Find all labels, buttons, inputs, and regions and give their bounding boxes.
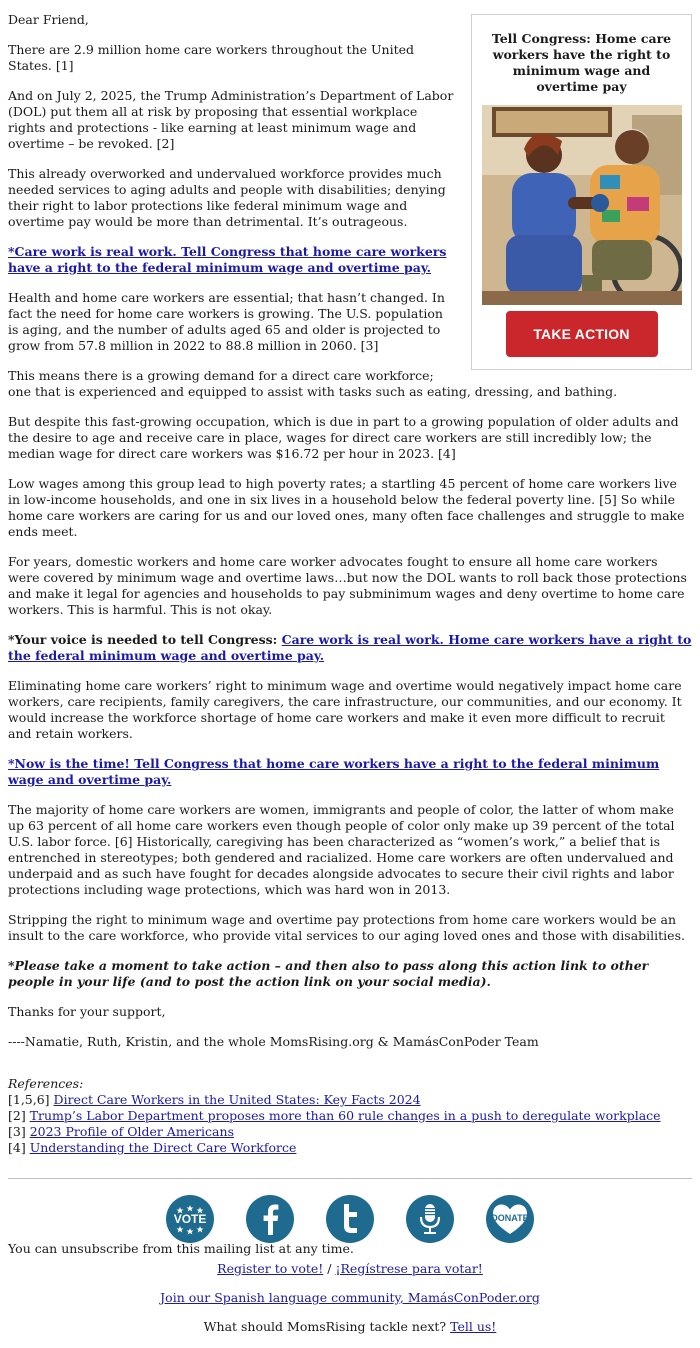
reference-item	[8, 1124, 692, 1140]
spanish-community-line	[8, 1290, 692, 1306]
email-body	[8, 12, 692, 1348]
tackle-line	[8, 1319, 692, 1335]
voice-needed-text: *Your voice is needed to tell Congress:	[8, 632, 282, 647]
donate-icon-label: DONATE	[491, 1213, 529, 1223]
references	[8, 1076, 692, 1156]
signature: ----Namatie, Ruth, Kristin, and the whole MomsRising.org & MamásConPoder Team	[8, 1034, 539, 1049]
register-line	[8, 1261, 692, 1277]
paragraph-advocates: For years, domestic workers and home care worker advocates fought to ensure all home care workers were covered by minimum wage and overtime laws…but now the DOL wants to roll back those protections and make it legal for agencies and households to pay subminimum wages and deny overtime to home care workers. This is harmful. This is not okay.	[8, 554, 687, 617]
cta-link-2[interactable]: Care work is real work. Home care workers have a right to the federal minimum wage and overtime pay.	[8, 632, 692, 663]
vote-icon[interactable]	[166, 1195, 214, 1243]
tell-us-link[interactable]: Tell us!	[450, 1319, 497, 1334]
twitter-icon[interactable]	[326, 1195, 374, 1243]
reference-number: [2]	[8, 1108, 30, 1123]
register-link-es[interactable]: ¡Regístrese para votar!	[335, 1261, 483, 1276]
paragraph-essential: Health and home care workers are essential; that hasn’t changed. In fact the need for home care workers is growing. The U.S. population is aging, and the number of adults aged 65 and older is projected to grow from 57.8 million in 2022 to 88.8 million in 2060. [3]	[8, 290, 445, 353]
reference-item	[8, 1108, 692, 1124]
paragraph-demand: This means there is a growing demand for a direct care workforce; one that is experienced and equipped to assist with tasks such as eating, dressing, and bathing.	[8, 368, 618, 399]
take-action-button[interactable]: TAKE ACTION	[506, 311, 658, 357]
cta-link-1[interactable]: *Care work is real work. Tell Congress that home care workers have a right to the federal minimum wage and overtime pay.	[8, 244, 447, 275]
podcast-microphone-icon[interactable]	[406, 1195, 454, 1243]
paragraph-insult: Stripping the right to minimum wage and overtime pay protections from home care workers would be an insult to the care workforce, who provide vital services to our aging loved ones and those with disabilities.	[8, 912, 685, 943]
reference-item	[8, 1140, 692, 1156]
reference-link[interactable]: Trump’s Labor Department proposes more than 60 rule changes in a push to deregulate workplace	[29, 1108, 661, 1123]
reference-link[interactable]: Direct Care Workers in the United States: Key Facts 2024	[53, 1092, 421, 1107]
facebook-icon[interactable]	[246, 1195, 294, 1243]
paragraph-workers-count: There are 2.9 million home care workers throughout the United States. [1]	[8, 42, 415, 73]
register-link-en[interactable]: Register to vote!	[217, 1261, 324, 1276]
caregiver-photo[interactable]	[482, 105, 682, 305]
paragraph-dol-proposal: And on July 2, 2025, the Trump Administration’s Department of Labor (DOL) put them all at risk by proposing that essential workplace rights and protections - like earning at least minimum wage and overtime – be revoked. [2]	[8, 88, 454, 151]
reference-item	[8, 1092, 692, 1108]
social-icons	[8, 1195, 692, 1245]
paragraph-workforce: This already overworked and undervalued workforce provides much needed services to aging adults and people with disabilities; denying their right to labor protections like federal minimum wage and overtime pay would be more than detrimental. It’s outrageous.	[8, 166, 446, 229]
cta-paragraph-3	[8, 756, 692, 788]
paragraph-poverty: Low wages among this group lead to high poverty rates; a startling 45 percent of home care workers live in low-income households, and one in six lives in a household below the federal poverty line. [5] So while home care workers are caring for us and our loved ones, many often face challenges and struggle to make ends meet.	[8, 476, 685, 539]
footer-divider	[8, 1178, 692, 1179]
paragraph-wages: But despite this fast-growing occupation, which is due in part to a growing population of older adults and the desire to age and receive care in place, wages for direct care workers are still incredibly low; the median wage for direct care workers was $16.72 per hour in 2023. [4]	[8, 414, 679, 461]
spanish-community-link[interactable]: Join our Spanish language community, MamásConPoder.org	[160, 1290, 540, 1305]
cta-paragraph-2	[8, 632, 692, 664]
reference-number: [4]	[8, 1140, 30, 1155]
reference-link[interactable]: Understanding the Direct Care Workforce	[29, 1140, 297, 1155]
greeting: Dear Friend,	[8, 12, 89, 27]
tackle-text: What should MomsRising tackle next?	[203, 1319, 451, 1334]
paragraph-thanks: Thanks for your support,	[8, 1004, 166, 1019]
vote-icon-label: VOTE	[173, 1212, 207, 1226]
reference-link[interactable]: 2023 Profile of Older Americans	[29, 1124, 234, 1139]
reference-number: [1,5,6]	[8, 1092, 54, 1107]
cta-link-3[interactable]: *Now is the time! Tell Congress that home care workers have a right to the federal minimum wage and overtime pay.	[8, 756, 660, 787]
paragraph-share: *Please take a moment to take action – and then also to pass along this action link to other people in your life (and to post the action link on your social media).	[8, 958, 649, 989]
donate-heart-icon[interactable]	[486, 1195, 534, 1243]
references-heading: References:	[8, 1076, 84, 1091]
caregiver-photo-illustration	[482, 105, 682, 305]
sidebar-title: Tell Congress: Home care workers have the right to minimum wage and overtime pay	[491, 31, 672, 94]
paragraph-demographics: The majority of home care workers are women, immigrants and people of color, the latter of whom make up 63 percent of all home care workers even though people of color only make up 39 percent of the total U.S. labor force. [6] Historically, caregiving has been characterized as “women’s work,” a belief that is entrenched in stereotypes; both gendered and racialized. Home care workers are often undervalued and underpaid and as such have fought for decades alongside advocates to secure their civil rights and labor protections including wage protections, which was hard won in 2013.	[8, 802, 675, 897]
paragraph-impact: Eliminating home care workers’ right to minimum wage and overtime would negatively impact home care workers, care recipients, family caregivers, the care infrastructure, our communities, and our economy. It would increase the workforce shortage of home care workers and make it even more difficult to recruit and retain workers.	[8, 678, 682, 741]
unsubscribe-text: You can unsubscribe from this mailing list at any time.	[8, 1241, 354, 1256]
register-separator: /	[323, 1261, 336, 1276]
reference-number: [3]	[8, 1124, 30, 1139]
action-sidebar	[471, 14, 692, 370]
